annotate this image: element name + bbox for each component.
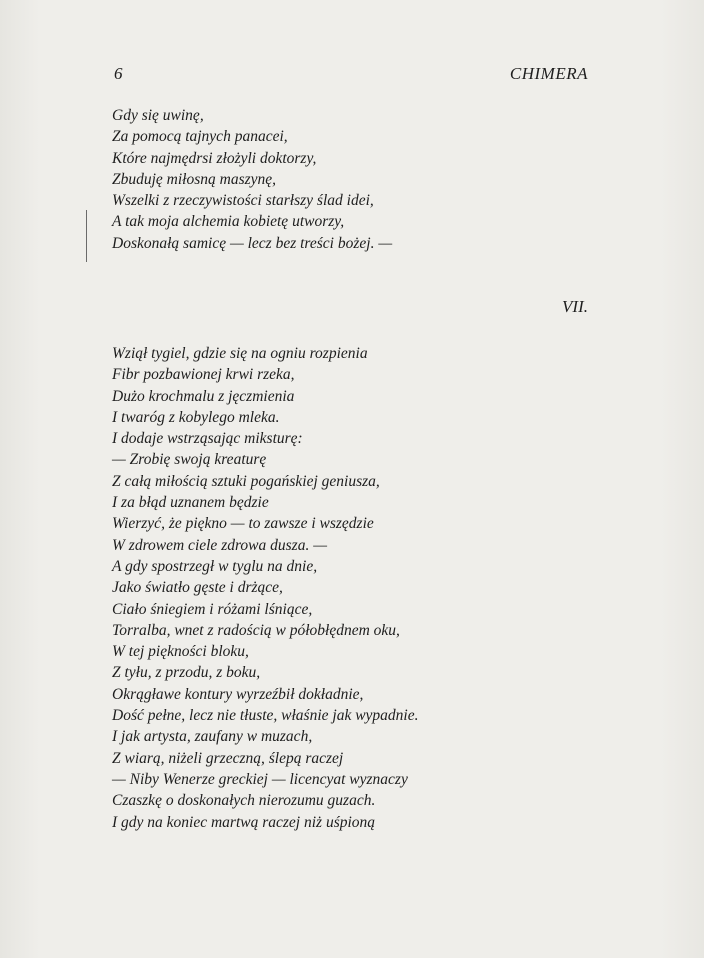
verse-line: Czaszkę o doskonałych nierozumu guzach. <box>112 792 376 810</box>
verse-line: Ciało śniegiem i różami lśniące, <box>112 600 313 618</box>
verse-line: I dodaje wstrząsając miksturę: <box>112 430 303 448</box>
verse-line: I gdy na koniec martwą raczej niż uśpioną <box>112 813 376 831</box>
verse-line: I jak artysta, zaufany w muzach, <box>112 728 313 746</box>
verse-line: Dość pełne, lecz nie tłuste, właśnie jak wypadnie. <box>112 707 419 725</box>
verse-line: Dużo krochmalu z jęczmienia <box>112 387 295 405</box>
verse-line: — Niby Wenerze greckiej — licencyat wyznaczy <box>112 770 408 788</box>
verse-line: Doskonałą samicę — lecz bez treści bożej. — <box>112 234 393 252</box>
verse-line: Wierzyć, że piękno — to zawsze i wszędzie <box>112 515 374 533</box>
verse-line: Które najmędrsi złożyli doktorzy, <box>112 149 317 167</box>
stanza-1 <box>112 105 392 254</box>
verse-line: Za pomocą tajnych panacei, <box>112 128 288 146</box>
verse-line: Fibr pozbawionej krwi rzeka, <box>112 366 295 384</box>
page-number: 6 <box>114 64 123 83</box>
verse-line: Wziął tygiel, gdzie się na ogniu rozpienia <box>112 345 368 362</box>
section-numeral: VII. <box>562 297 588 316</box>
verse-line: Z tyłu, z przodu, z boku, <box>112 664 261 682</box>
margin-pencil-mark <box>86 210 87 262</box>
verse-line: Z wiarą, niżeli grzeczną, ślepą raczej <box>112 749 344 767</box>
running-head: CHIMERA <box>509 64 588 83</box>
verse-line: I twaróg z kobylego mleka. <box>112 408 280 426</box>
verse-line: Jako światło gęste i drżące, <box>112 579 283 597</box>
verse-line: W tej piękności bloku, <box>112 643 249 661</box>
verse-line: I za błąd uznanem będzie <box>112 494 269 512</box>
stanza-2 <box>112 343 419 833</box>
verse-line: Okrągławe kontury wyrzeźbił dokładnie, <box>112 685 364 703</box>
verse-line: Torralba, wnet z radością w półobłędnem oku, <box>112 621 400 639</box>
verse-line: A gdy spostrzegł w tyglu na dnie, <box>112 557 318 575</box>
verse-line: Gdy się uwinę, <box>112 107 204 124</box>
verse-line: A tak moja alchemia kobietę utworzy, <box>112 213 345 231</box>
verse-line: — Zrobię swoją kreaturę <box>112 451 267 469</box>
verse-line: W zdrowem ciele zdrowa dusza. — <box>112 536 327 554</box>
verse-line: Wszelki z rzeczywistości starłszy ślad idei, <box>112 192 374 210</box>
verse-line: Zbuduję miłosną maszynę, <box>112 170 277 188</box>
verse-line: Z całą miłością sztuki pogańskiej geniusza, <box>112 472 380 490</box>
